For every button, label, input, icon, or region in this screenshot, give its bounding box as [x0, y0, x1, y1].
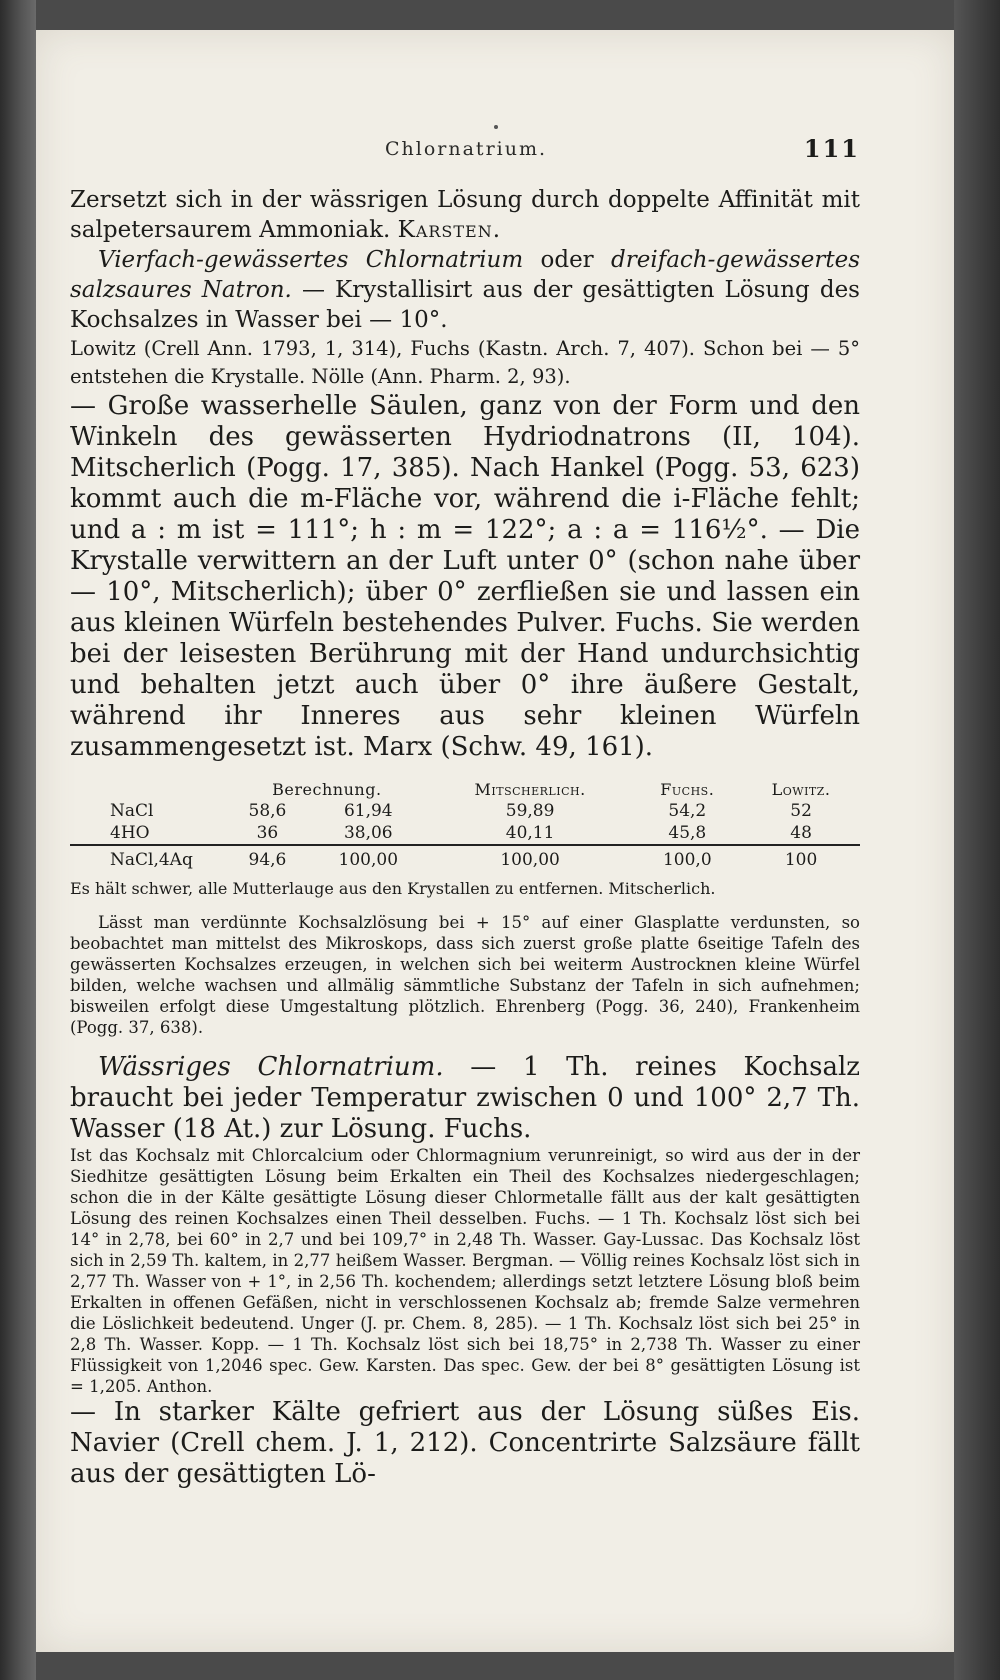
paragraph-2 — [70, 245, 860, 335]
author-karsten: Karsten. — [397, 217, 502, 243]
cell: 36 — [256, 823, 279, 843]
section-aqueous — [70, 1052, 860, 1490]
cell: 58,6 — [248, 801, 287, 821]
compound-alt-title: dreifach-gewässertes salzsaures Natron. — [70, 247, 860, 303]
paragraph-1-text: Zersetzt sich in der wässrigen Lösung durch doppelte Affinität mit salpetersaurem Ammoniak. — [70, 187, 860, 243]
compound-title-connector: oder — [523, 247, 612, 273]
row-label: NaCl — [110, 801, 154, 821]
table-header: Mitscherlich. — [474, 780, 586, 799]
table-header: Berechnung. — [272, 780, 382, 799]
page-number: 111 — [803, 134, 860, 163]
table-header: Fuchs. — [660, 780, 715, 799]
section-tail: — In starker Kälte gefriert aus der Lösung süßes Eis. Navier (Crell chem. J. 1, 212). Concentrirte Salzsäure fällt aus der gesättigten Lö- — [70, 1397, 860, 1489]
table-row — [70, 822, 860, 845]
book-spine — [0, 0, 36, 1680]
row-label: NaCl,4Aq — [70, 845, 226, 871]
cell: 61,94 — [343, 801, 393, 821]
composition-table — [70, 779, 860, 871]
cell: 54,2 — [668, 801, 707, 821]
paragraph-2-text: — Krystallisirt aus der gesättigten Lösung des Kochsalzes in Wasser bei — 10°. — [70, 277, 860, 333]
note-microscope: Lässt man verdünnte Kochsalzlösung bei + 15° auf einer Glasplatte verdunsten, so beobachtet man mittelst des Mikroskops, dass sich zuerst große platte 6seitige Tafeln des gewässerten Kochsalzes erzeugen, in welchen sich bei weiterm Austrocknen kleine Würfel bilden, welche wachsen und allmälig sämmtliche Substanz der Tafeln in sich aufnehmen; bisweilen erfolgt diese Umgestaltung plötzlich. Ehrenberg (Pogg. 36, 240), Frankenheim (Pogg. 37, 638). — [70, 913, 860, 1037]
cell: 38,06 — [343, 823, 393, 843]
section-title: Wässriges Chlornatrium. — [98, 1052, 444, 1082]
row-label: 4HO — [110, 823, 150, 843]
paragraph-1 — [70, 185, 860, 245]
table-row — [70, 800, 860, 822]
cell: 45,8 — [668, 823, 707, 843]
page-edge — [954, 0, 1000, 1680]
paragraph-3: — Große wasserhelle Säulen, ganz von der Form und den Winkeln des gewässerten Hydriodnatrons (II, 104). Mitscherlich (Pogg. 17, 385). Nach Hankel (Pogg. 53, 623) kommt auch die m-Fläche vor, während die i-Fläche fehlt; und a : m ist = 111°; h : m = 122°; a : a = 116½°. — Die Krystalle verwittern an der Luft unter 0° (schon nahe über — 10°, Mitscherlich); über 0° zerfließen sie und lassen ein aus kleinen Würfeln bestehendes Pulver. Fuchs. Sie werden bei der leisesten Berührung mit der Hand undurchsichtig und behalten jetzt auch über 0° ihre äußere Gestalt, während ihr Inneres aus sehr kleinen Würfeln zusammengesetzt ist. Marx (Schw. 49, 161). — [70, 391, 860, 762]
cell: 40,11 — [505, 823, 555, 843]
cell: 100,0 — [632, 845, 742, 871]
cell: 48 — [790, 823, 812, 843]
table-total-row — [70, 845, 860, 871]
page-body — [70, 185, 860, 1490]
section-small-text: Ist das Kochsalz mit Chlorcalcium oder Chlormagnium verunreinigt, so wird aus der in der Siedhitze gesättigten Lösung beim Erkalten ein Theil des Kochsalzes niedergeschlagen; schon die in der Kälte gesättigte Lösung dieser Chlormetalle fällt aus der kalt gesättigten Lösung des reinen Kochsalzes einen Theil desselben. Fuchs. — 1 Th. Kochsalz löst sich bei 14° in 2,78, bei 60° in 2,7 und bei 109,7° in 2,48 Th. Wasser. Gay-Lussac. Das Kochsalz löst sich in 2,59 Th. kaltem, in 2,77 heißem Wasser. Bergman. — Völlig reines Kochsalz löst sich in 2,77 Th. Wasser von + 1°, in 2,56 Th. kochendem; allerdings setzt letztere Lösung bloß beim Erkalten in offenen Gefäßen, nicht in verschlossenen Kochsalz ab; fremde Salze vermehren die Löslichkeit bedeutend. Unger (J. pr. Chem. 8, 285). — 1 Th. Kochsalz löst sich bei 25° in 2,8 Th. Wasser. Kopp. — 1 Th. Kochsalz löst sich bei 18,75° in 2,738 Th. Wasser zu einer Flüssigkeit von 1,2046 spec. Gew. Karsten. Das spec. Gew. der bei 8° gesättigten Lösung ist = 1,205. Anthon. — [70, 1146, 860, 1396]
page-header — [70, 134, 860, 168]
paragraph-2-references: Lowitz (Crell Ann. 1793, 1, 314), Fuchs (Kastn. Arch. 7, 407). Schon bei — 5° entstehen die Krystalle. Nölle (Ann. Pharm. 2, 93). — [70, 337, 860, 388]
cell: 100 — [742, 845, 860, 871]
table-header: Lowitz. — [771, 780, 831, 799]
cell: 94,6 — [226, 845, 309, 871]
table-header-row — [70, 779, 860, 800]
note-mother-liquor: Es hält schwer, alle Mutterlauge aus den Krystallen zu entfernen. Mitscherlich. — [70, 879, 716, 898]
cell: 52 — [790, 801, 812, 821]
section-lead — [70, 1052, 860, 1145]
section-lead-text: — 1 Th. reines Kochsalz braucht bei jeder Temperatur zwischen 0 und 100° 2,7 Th. Wasser (18 At.) zur Lösung. Fuchs. — [70, 1052, 861, 1144]
cell: 100,00 — [309, 845, 428, 871]
compound-title: Vierfach-gewässertes Chlornatrium — [98, 247, 524, 273]
ink-dot — [494, 125, 498, 129]
running-head: Chlornatrium. — [385, 138, 548, 160]
cell: 59,89 — [505, 801, 555, 821]
table-header — [70, 779, 226, 800]
cell: 100,00 — [428, 845, 633, 871]
